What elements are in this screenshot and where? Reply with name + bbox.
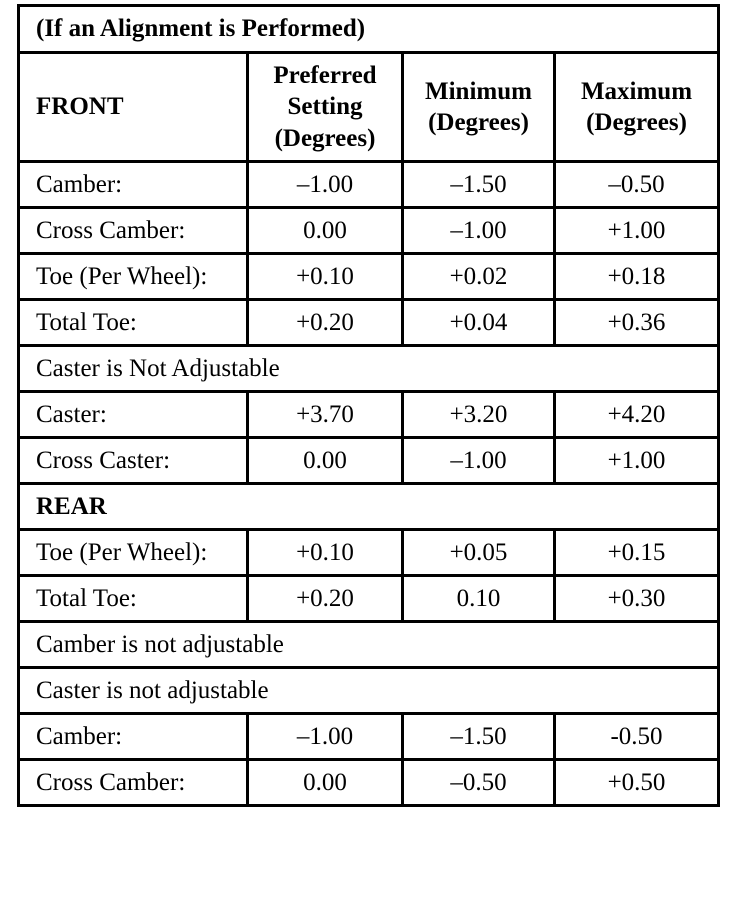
alignment-spec-table xyxy=(17,4,720,807)
minimum-value: –1.50 xyxy=(403,162,555,208)
row-label: Cross Camber: xyxy=(19,760,248,806)
front-section-label: FRONT xyxy=(19,53,248,162)
rear-caster-note: Caster is not adjustable xyxy=(19,668,719,714)
preferred-value: 0.00 xyxy=(248,208,403,254)
maximum-value: +4.20 xyxy=(555,392,719,438)
maximum-value: +0.30 xyxy=(555,576,719,622)
preferred-value: 0.00 xyxy=(248,438,403,484)
table-row xyxy=(19,438,719,484)
rear-caster-note-row xyxy=(19,668,719,714)
preferred-value: +0.10 xyxy=(248,530,403,576)
preferred-value: –1.00 xyxy=(248,162,403,208)
column-header-line: (Degrees) xyxy=(586,109,687,136)
row-label: Total Toe: xyxy=(19,300,248,346)
rear-section-row xyxy=(19,484,719,530)
row-label: Total Toe: xyxy=(19,576,248,622)
maximum-value: +0.15 xyxy=(555,530,719,576)
table-row xyxy=(19,714,719,760)
row-label: Cross Caster: xyxy=(19,438,248,484)
minimum-value: +0.04 xyxy=(403,300,555,346)
rear-section-label: REAR xyxy=(19,484,719,530)
table-row xyxy=(19,392,719,438)
column-header-line: Minimum xyxy=(425,77,532,105)
maximum-value: +1.00 xyxy=(555,438,719,484)
column-header-line: Preferred xyxy=(273,62,377,90)
preferred-value: +0.20 xyxy=(248,300,403,346)
table-row xyxy=(19,300,719,346)
maximum-value: +1.00 xyxy=(555,208,719,254)
table-title: (If an Alignment is Performed) xyxy=(19,6,719,53)
minimum-value: +3.20 xyxy=(403,392,555,438)
preferred-value: +0.10 xyxy=(248,254,403,300)
maximum-value: +0.50 xyxy=(555,760,719,806)
column-header-line: (Degrees) xyxy=(274,124,376,152)
row-label: Camber: xyxy=(19,162,248,208)
minimum-value: –1.00 xyxy=(403,438,555,484)
preferred-value: +3.70 xyxy=(248,392,403,438)
row-label: Cross Camber: xyxy=(19,208,248,254)
table-title-row xyxy=(19,6,719,53)
maximum-value: -0.50 xyxy=(555,714,719,760)
table-row xyxy=(19,576,719,622)
preferred-value: –1.00 xyxy=(248,714,403,760)
maximum-value: –0.50 xyxy=(555,162,719,208)
column-header-line: Maximum xyxy=(580,77,693,105)
table-row xyxy=(19,162,719,208)
column-header-line: Setting xyxy=(287,93,363,121)
maximum-column-header xyxy=(555,53,719,162)
minimum-value: +0.02 xyxy=(403,254,555,300)
caster-note-row xyxy=(19,346,719,392)
caster-note: Caster is Not Adjustable xyxy=(19,346,719,392)
table-row xyxy=(19,254,719,300)
maximum-value: +0.36 xyxy=(555,300,719,346)
preferred-column-header xyxy=(248,53,403,162)
table-row xyxy=(19,760,719,806)
column-header-line: (Degrees) xyxy=(428,109,529,136)
maximum-value: +0.18 xyxy=(555,254,719,300)
minimum-column-header xyxy=(403,53,555,162)
table-row xyxy=(19,530,719,576)
rear-camber-note: Camber is not adjustable xyxy=(19,622,719,668)
row-label: Caster: xyxy=(19,392,248,438)
minimum-value: –1.50 xyxy=(403,714,555,760)
row-label: Toe (Per Wheel): xyxy=(19,254,248,300)
column-header-row xyxy=(19,53,719,162)
preferred-value: 0.00 xyxy=(248,760,403,806)
minimum-value: +0.05 xyxy=(403,530,555,576)
preferred-value: +0.20 xyxy=(248,576,403,622)
minimum-value: –1.00 xyxy=(403,208,555,254)
row-label: Camber: xyxy=(19,714,248,760)
rear-camber-note-row xyxy=(19,622,719,668)
minimum-value: 0.10 xyxy=(403,576,555,622)
row-label: Toe (Per Wheel): xyxy=(19,530,248,576)
minimum-value: –0.50 xyxy=(403,760,555,806)
table-row xyxy=(19,208,719,254)
